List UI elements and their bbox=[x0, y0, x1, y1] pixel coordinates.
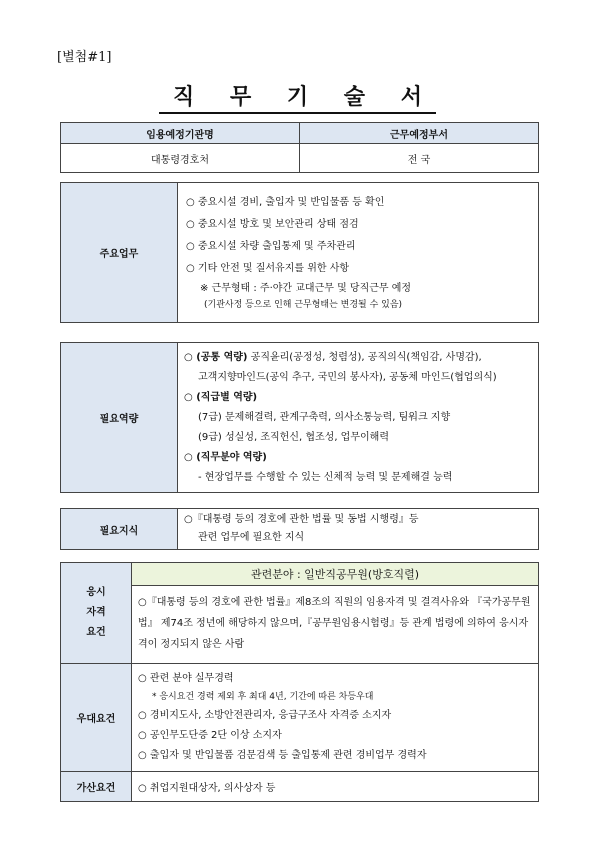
duty-item: ○ 중요시설 차량 출입통제 및 주차관리 bbox=[186, 240, 356, 252]
duty-note: ※ 근무형태 : 주·야간 교대근무 및 당직근무 예정 bbox=[200, 282, 412, 294]
grade7-competency: (7급) 문제해결력, 관계구축력, 의사소통능력, 팀워크 지향 bbox=[198, 411, 451, 423]
common-competency-text: 공직윤리(공정성, 청렴성), 공직의식(책임감, 사명감), bbox=[247, 351, 482, 363]
header-col2-value: 전 국 bbox=[300, 144, 539, 173]
competencies-content bbox=[178, 343, 539, 493]
main-duties-table bbox=[60, 182, 539, 323]
page-title-text: 직 무 기 술 서 bbox=[159, 84, 436, 114]
preferred-item: ○ 출입자 및 반입물품 검문검색 등 출입통제 관련 경비업무 경력자 bbox=[138, 750, 427, 761]
preferred-label: 우대요건 bbox=[61, 664, 132, 772]
duty-note-detail: (기관사정 등으로 인해 근무형태는 변경될 수 있음) bbox=[204, 299, 403, 310]
preferred-item: ○ 관련 분야 실무경력 bbox=[138, 673, 234, 684]
knowledge-table bbox=[60, 508, 539, 550]
preferred-item: ○ 경비지도사, 소방안전관리자, 응급구조사 자격증 소지자 bbox=[138, 710, 392, 721]
field-band: 관련분야 : 일반직공무원(방호직렬) bbox=[132, 563, 539, 586]
requirements-text: ○『대통령 등의 경호에 관한 법률』제8조의 직원의 임용자격 및 결격사유와 『국가공무원법』 제74조 정년에 해당하지 않으며,『공무원임용시험령』등 관계 법령에 의하여 응시자격이 정지되지 않은 사람 bbox=[132, 586, 539, 664]
field-competency-text: - 현장업무를 수행할 수 있는 신체적 능력 및 문제해결 능력 bbox=[198, 471, 453, 483]
header-col1-label: 임용예정기관명 bbox=[61, 123, 300, 144]
knowledge-line-2: 관련 업무에 필요한 지식 bbox=[198, 532, 305, 543]
requirements-label-line: 요건 bbox=[86, 627, 106, 638]
preferred-content bbox=[132, 664, 539, 772]
header-col2-label: 근무예정부서 bbox=[300, 123, 539, 144]
requirements-label bbox=[61, 563, 132, 664]
main-duties-content bbox=[178, 183, 539, 323]
header-col1-value: 대통령경호처 bbox=[61, 144, 300, 173]
header-table bbox=[60, 122, 539, 173]
bonus-label: 가산요건 bbox=[61, 772, 132, 802]
knowledge-content bbox=[178, 509, 539, 550]
knowledge-line-1: ○『대통령 등의 경호에 관한 법률 및 동법 시행령』등 bbox=[184, 514, 419, 525]
duty-item: ○ 중요시설 방호 및 보안관리 상태 점검 bbox=[186, 218, 359, 230]
requirements-label-line: 자격 bbox=[86, 607, 106, 618]
main-duties-label: 주요업무 bbox=[61, 183, 178, 323]
duty-item: ○ 중요시설 경비, 출입자 및 반입물품 등 확인 bbox=[186, 196, 385, 208]
preferred-note: * 응시요건 경력 제외 후 최대 4년, 기간에 따른 차등우대 bbox=[152, 692, 374, 702]
competencies-label: 필요역량 bbox=[61, 343, 178, 493]
common-competency-text-2: 고객지향마인드(공익 추구, 국민의 봉사자), 공동체 마인드(협업의식) bbox=[198, 371, 497, 383]
competencies-table bbox=[60, 342, 539, 493]
knowledge-label: 필요지식 bbox=[61, 509, 178, 550]
requirements-table bbox=[60, 562, 539, 802]
common-competency-title: ○ (공통 역량) bbox=[184, 351, 248, 363]
preferred-item: ○ 공인무도단증 2단 이상 소지자 bbox=[138, 730, 282, 741]
field-competency-title: ○ (직무분야 역량) bbox=[184, 451, 267, 463]
grade9-competency: (9급) 성실성, 조직헌신, 협조성, 업무이해력 bbox=[198, 431, 389, 443]
page-title bbox=[0, 80, 595, 111]
duty-item: ○ 기타 안전 및 질서유지를 위한 사항 bbox=[186, 262, 350, 274]
grade-competency-title: ○ (직급별 역량) bbox=[184, 391, 258, 403]
requirements-label-line: 응시 bbox=[86, 587, 106, 598]
bonus-text: ○ 취업지원대상자, 의사상자 등 bbox=[132, 772, 539, 802]
attachment-label: [별첨#1] bbox=[57, 50, 112, 65]
